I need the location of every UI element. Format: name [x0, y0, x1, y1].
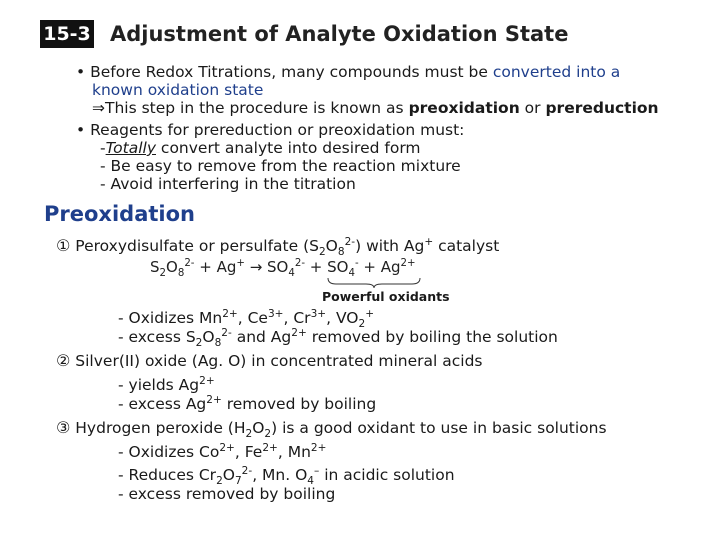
item-1: ① Peroxydisulfate or persulfate $(S_2O_8^{2-})$ with Ag+ catalyst: [56, 235, 500, 259]
requirement-2: - Be easy to remove from the reaction mixture: [100, 157, 461, 175]
item-1-detail-1: - Oxidizes $Mn^{2+}$, $Ce^{3+}$, $Cr^{3+}$, $VO_2^+$: [118, 307, 375, 331]
item-2-detail-2: - excess $Ag^{2+}$ removed by boiling: [118, 393, 377, 413]
section-title: Preoxidation: [44, 202, 195, 226]
bullet-line-1: • Before Redox Titrations, many compounds must be converted into a: [76, 63, 621, 81]
item-2-detail-1: - yields $Ag^{2+}$: [118, 374, 215, 394]
requirement-1: -Totally convert analyte into desired form: [100, 139, 421, 157]
bullet-dot: •: [76, 121, 91, 139]
totally-emphasis: Totally: [105, 139, 156, 157]
powerful-oxidants-label: Powerful oxidants: [322, 289, 450, 304]
prereduction-term: prereduction: [545, 99, 659, 117]
preoxidation-term: preoxidation: [408, 99, 520, 117]
bullet-line-2: • Reagents for prereduction or preoxidation must:: [76, 121, 465, 139]
highlight-text: converted into a: [492, 63, 621, 81]
reaction-equation: $S_2O_8^{2-} + Ag^+ \to SO_4^{2-} + SO_4^- + Ag^{2+}$: [150, 258, 416, 279]
page-title: Adjustment of Analyte Oxidation State: [110, 22, 569, 46]
item-number-1: ①: [56, 236, 71, 255]
item-3-detail-3: - excess removed by boiling: [118, 485, 336, 503]
item-3-detail-1: - Oxidizes $Co^{2+}$, $Fe^{2+}$, $Mn^{2+}$: [118, 441, 327, 461]
item-2: ② Silver(II) oxide (Ag. O) in concentrated mineral acids: [56, 351, 483, 370]
arrow-line: ⇒This step in the procedure is known as preoxidation or prereduction: [92, 99, 659, 117]
item-1-detail-2: - excess $S_2O_8^{2-}$ and $Ag^{2+}$ removed by boiling the solution: [118, 326, 558, 350]
bullet-dot: •: [76, 63, 91, 81]
item-3-detail-2: - Reduces $Cr_2O_7^{2-}$, Mn. $O_4^-$ in acidic solution: [118, 464, 455, 488]
bullet-line-1-cont: known oxidation state: [92, 81, 264, 99]
section-number-badge: 15-3: [40, 20, 94, 48]
item-number-2: ②: [56, 351, 71, 370]
oxidants-brace: [326, 276, 422, 288]
item-3: ③ Hydrogen peroxide $(H_2O_2)$ is a good oxidant to use in basic solutions: [56, 418, 607, 441]
item-number-3: ③: [56, 418, 71, 437]
requirement-3: - Avoid interfering in the titration: [100, 175, 356, 193]
